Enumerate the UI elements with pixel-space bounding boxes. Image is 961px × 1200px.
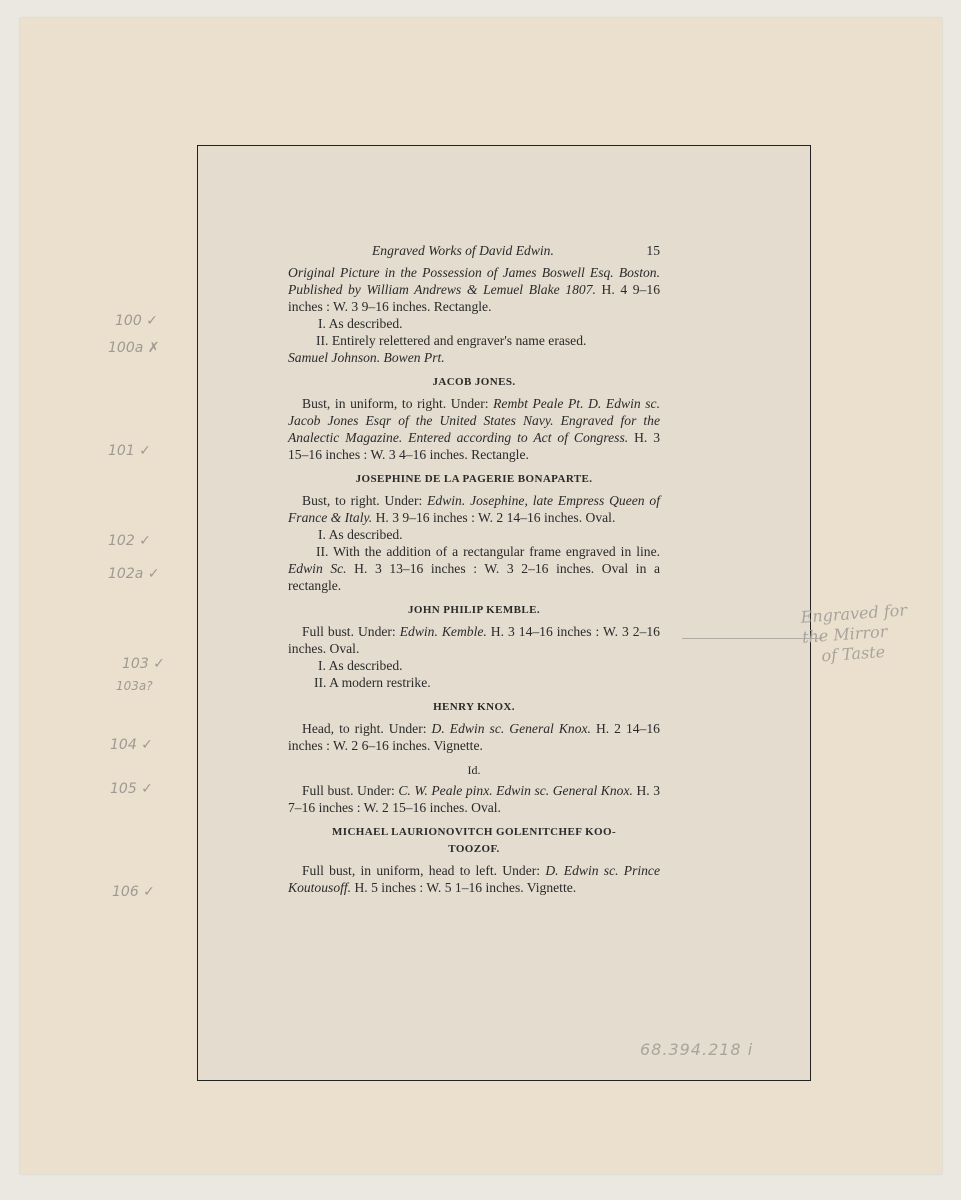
page-header xyxy=(288,242,660,264)
margin-note-105: 105 ✓ xyxy=(110,781,153,797)
page-number: 15 xyxy=(646,243,660,258)
state-2: II. With the addition of a rectangular frame engraved in line. Edwin Sc. H. 3 13–16 inches : W. 3 2–16 inches. Oval in a rectangle. xyxy=(288,544,660,593)
state-2: II. A modern restrike. xyxy=(314,675,431,690)
margin-note-103a: 103a? xyxy=(116,679,153,693)
entry-text-knox: Head, to right. Under: D. Edwin sc. General Knox. H. 2 14–16 inches : W. 2 6–16 inches. Vignette. xyxy=(288,721,660,753)
margin-note-100: 100 ✓ xyxy=(115,313,158,329)
state-1: I. As described. xyxy=(318,527,403,542)
margin-note-104: 104 ✓ xyxy=(110,737,153,753)
entry-text-knox-id: Full bust. Under: C. W. Peale pinx. Edwin sc. General Knox. H. 3 7–16 inches : W. 2 15–16 inches. Oval. xyxy=(288,783,660,815)
state-2: II. Entirely relettered and engraver's name erased. xyxy=(316,333,587,348)
entry-text-josephine: Bust, to right. Under: Edwin. Josephine, late Empress Queen of France & Italy. H. 3 9–16 inches : W. 2 14–16 inches. Oval. xyxy=(288,493,660,525)
margin-note-103: 103 ✓ xyxy=(122,656,165,672)
entry-heading-kutuzov: MICHAEL LAURIONOVITCH GOLENITCHEF KOO-TOOZOF. xyxy=(331,826,617,855)
pencil-leader-line xyxy=(682,638,822,639)
margin-note-106: 106 ✓ xyxy=(112,884,155,900)
running-title: Engraved Works of David Edwin. xyxy=(372,243,554,258)
state-2-italic: Samuel Johnson. Bowen Prt. xyxy=(288,350,445,365)
entry-heading-kemble: JOHN PHILIP KEMBLE. xyxy=(408,604,540,616)
paper-sheet xyxy=(20,18,942,1174)
entry-heading-knox: HENRY KNOX. xyxy=(433,701,515,713)
entry-heading-josephine: JOSEPHINE DE LA PAGERIE BONAPARTE. xyxy=(355,473,593,485)
handwritten-annotation: Engraved for the Mirror of Taste xyxy=(800,600,908,666)
state-1: I. As described. xyxy=(318,316,403,331)
accession-number: 68.394.218 i xyxy=(640,1040,754,1059)
entry-text-kutuzov: Full bust, in uniform, head to left. Under: D. Edwin sc. Prince Koutousoff. H. 5 inches : W. 5 1–16 inches. Vignette. xyxy=(288,863,661,895)
entry-continuation: Original Picture in the Possession of James Boswell Esq. Boston. Published by William Andrews & Lemuel Blake 1807. H. 4 9–16 inches : W. 3 9–16 inches. Rectangle. xyxy=(288,265,660,314)
margin-note-100a: 100a ✗ xyxy=(108,340,160,356)
entry-heading-id: Id. xyxy=(467,763,481,777)
margin-note-102: 102 ✓ xyxy=(108,533,151,549)
entry-text-kemble: Full bust. Under: Edwin. Kemble. H. 3 14–16 inches : W. 3 2–16 inches. Oval. xyxy=(288,624,660,656)
margin-note-101: 101 ✓ xyxy=(108,443,151,459)
margin-note-102a: 102a ✓ xyxy=(108,566,160,582)
entry-text-jones: Bust, in uniform, to right. Under: Rembt Peale Pt. D. Edwin sc. Jacob Jones Esqr of the United States Navy. Engraved for the Analectic Magazine. Entered according to Act of Congress. H. 3 15–16 inches : W. 3 4–16 inches. Rectangle. xyxy=(288,396,660,462)
printed-page xyxy=(288,242,660,896)
state-1: I. As described. xyxy=(318,658,403,673)
entry-heading-jones: JACOB JONES. xyxy=(432,376,516,388)
